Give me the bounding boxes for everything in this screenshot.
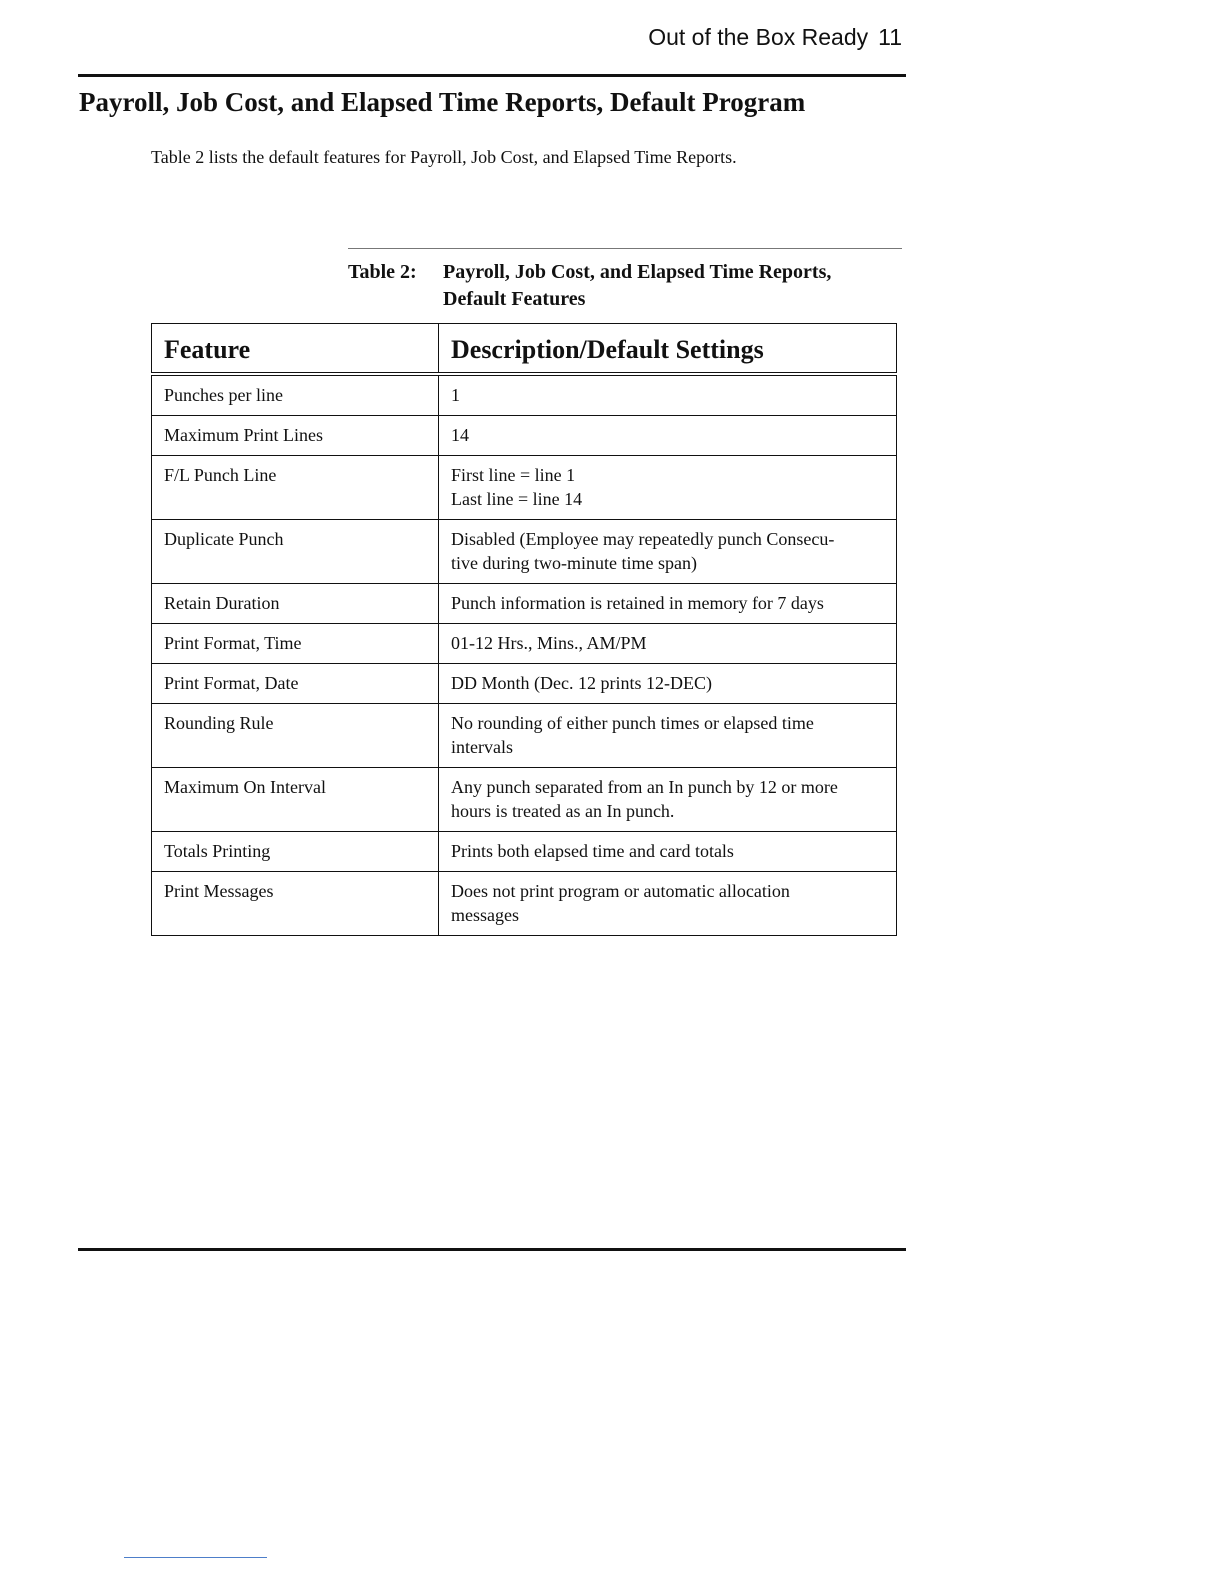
table-body	[152, 374, 897, 936]
table-row	[152, 624, 897, 664]
description-line: tive during two-minute time span)	[451, 553, 697, 573]
table-row	[152, 456, 897, 520]
feature-cell: Print Format, Date	[152, 664, 439, 704]
caption-text	[443, 259, 903, 313]
feature-cell: Duplicate Punch	[152, 520, 439, 584]
description-line: DD Month (Dec. 12 prints 12-DEC)	[451, 673, 712, 693]
footer-mark	[124, 1557, 267, 1558]
description-cell	[439, 872, 897, 936]
description-line: Any punch separated from an In punch by 12 or more	[451, 777, 838, 797]
table-row	[152, 664, 897, 704]
caption-line: Payroll, Job Cost, and Elapsed Time Reports,	[443, 261, 832, 283]
description-line: 14	[451, 425, 469, 445]
feature-cell: Punches per line	[152, 374, 439, 416]
description-line: No rounding of either punch times or elapsed time	[451, 713, 814, 733]
description-cell	[439, 520, 897, 584]
table-row	[152, 520, 897, 584]
column-header-description: Description/Default Settings	[439, 324, 897, 375]
table-row	[152, 416, 897, 456]
feature-cell: Print Format, Time	[152, 624, 439, 664]
description-line: messages	[451, 905, 519, 925]
description-line: hours is treated as an In punch.	[451, 801, 675, 821]
description-cell	[439, 768, 897, 832]
table-row	[152, 768, 897, 832]
intro-paragraph: Table 2 lists the default features for Payroll, Job Cost, and Elapsed Time Reports.	[151, 147, 737, 167]
description-line: 1	[451, 385, 460, 405]
table-row	[152, 584, 897, 624]
section-title: Payroll, Job Cost, and Elapsed Time Reports, Default Program	[79, 87, 806, 117]
column-header-feature: Feature	[152, 324, 439, 375]
header-rule	[78, 74, 906, 77]
table-row	[152, 704, 897, 768]
feature-cell: Rounding Rule	[152, 704, 439, 768]
running-header	[648, 24, 902, 51]
description-cell	[439, 664, 897, 704]
description-cell	[439, 374, 897, 416]
description-line: 01-12 Hrs., Mins., AM/PM	[451, 633, 647, 653]
feature-cell: Retain Duration	[152, 584, 439, 624]
description-line: First line = line 1	[451, 465, 576, 485]
description-cell	[439, 832, 897, 872]
feature-cell: Print Messages	[152, 872, 439, 936]
description-cell	[439, 416, 897, 456]
table-row	[152, 872, 897, 936]
feature-cell: F/L Punch Line	[152, 456, 439, 520]
description-cell	[439, 456, 897, 520]
feature-cell: Maximum On Interval	[152, 768, 439, 832]
description-line: intervals	[451, 737, 513, 757]
feature-cell: Totals Printing	[152, 832, 439, 872]
description-cell	[439, 584, 897, 624]
table-row	[152, 832, 897, 872]
caption-rule	[348, 248, 902, 249]
description-line: Last line = line 14	[451, 489, 583, 509]
description-line: Disabled (Employee may repeatedly punch Consecu-	[451, 529, 835, 549]
description-line: Does not print program or automatic allocation	[451, 881, 790, 901]
description-cell	[439, 704, 897, 768]
caption-label: Table 2:	[348, 261, 417, 283]
description-line: Prints both elapsed time and card totals	[451, 841, 734, 861]
features-table	[151, 323, 897, 936]
table-row	[152, 374, 897, 416]
caption-line: Default Features	[443, 288, 586, 310]
table-header-row	[152, 324, 897, 375]
running-title: Out of the Box Ready	[648, 24, 869, 50]
description-cell	[439, 624, 897, 664]
page-number: 11	[878, 24, 902, 50]
feature-cell: Maximum Print Lines	[152, 416, 439, 456]
description-line: Punch information is retained in memory for 7 days	[451, 593, 824, 613]
footer-rule	[78, 1248, 906, 1251]
